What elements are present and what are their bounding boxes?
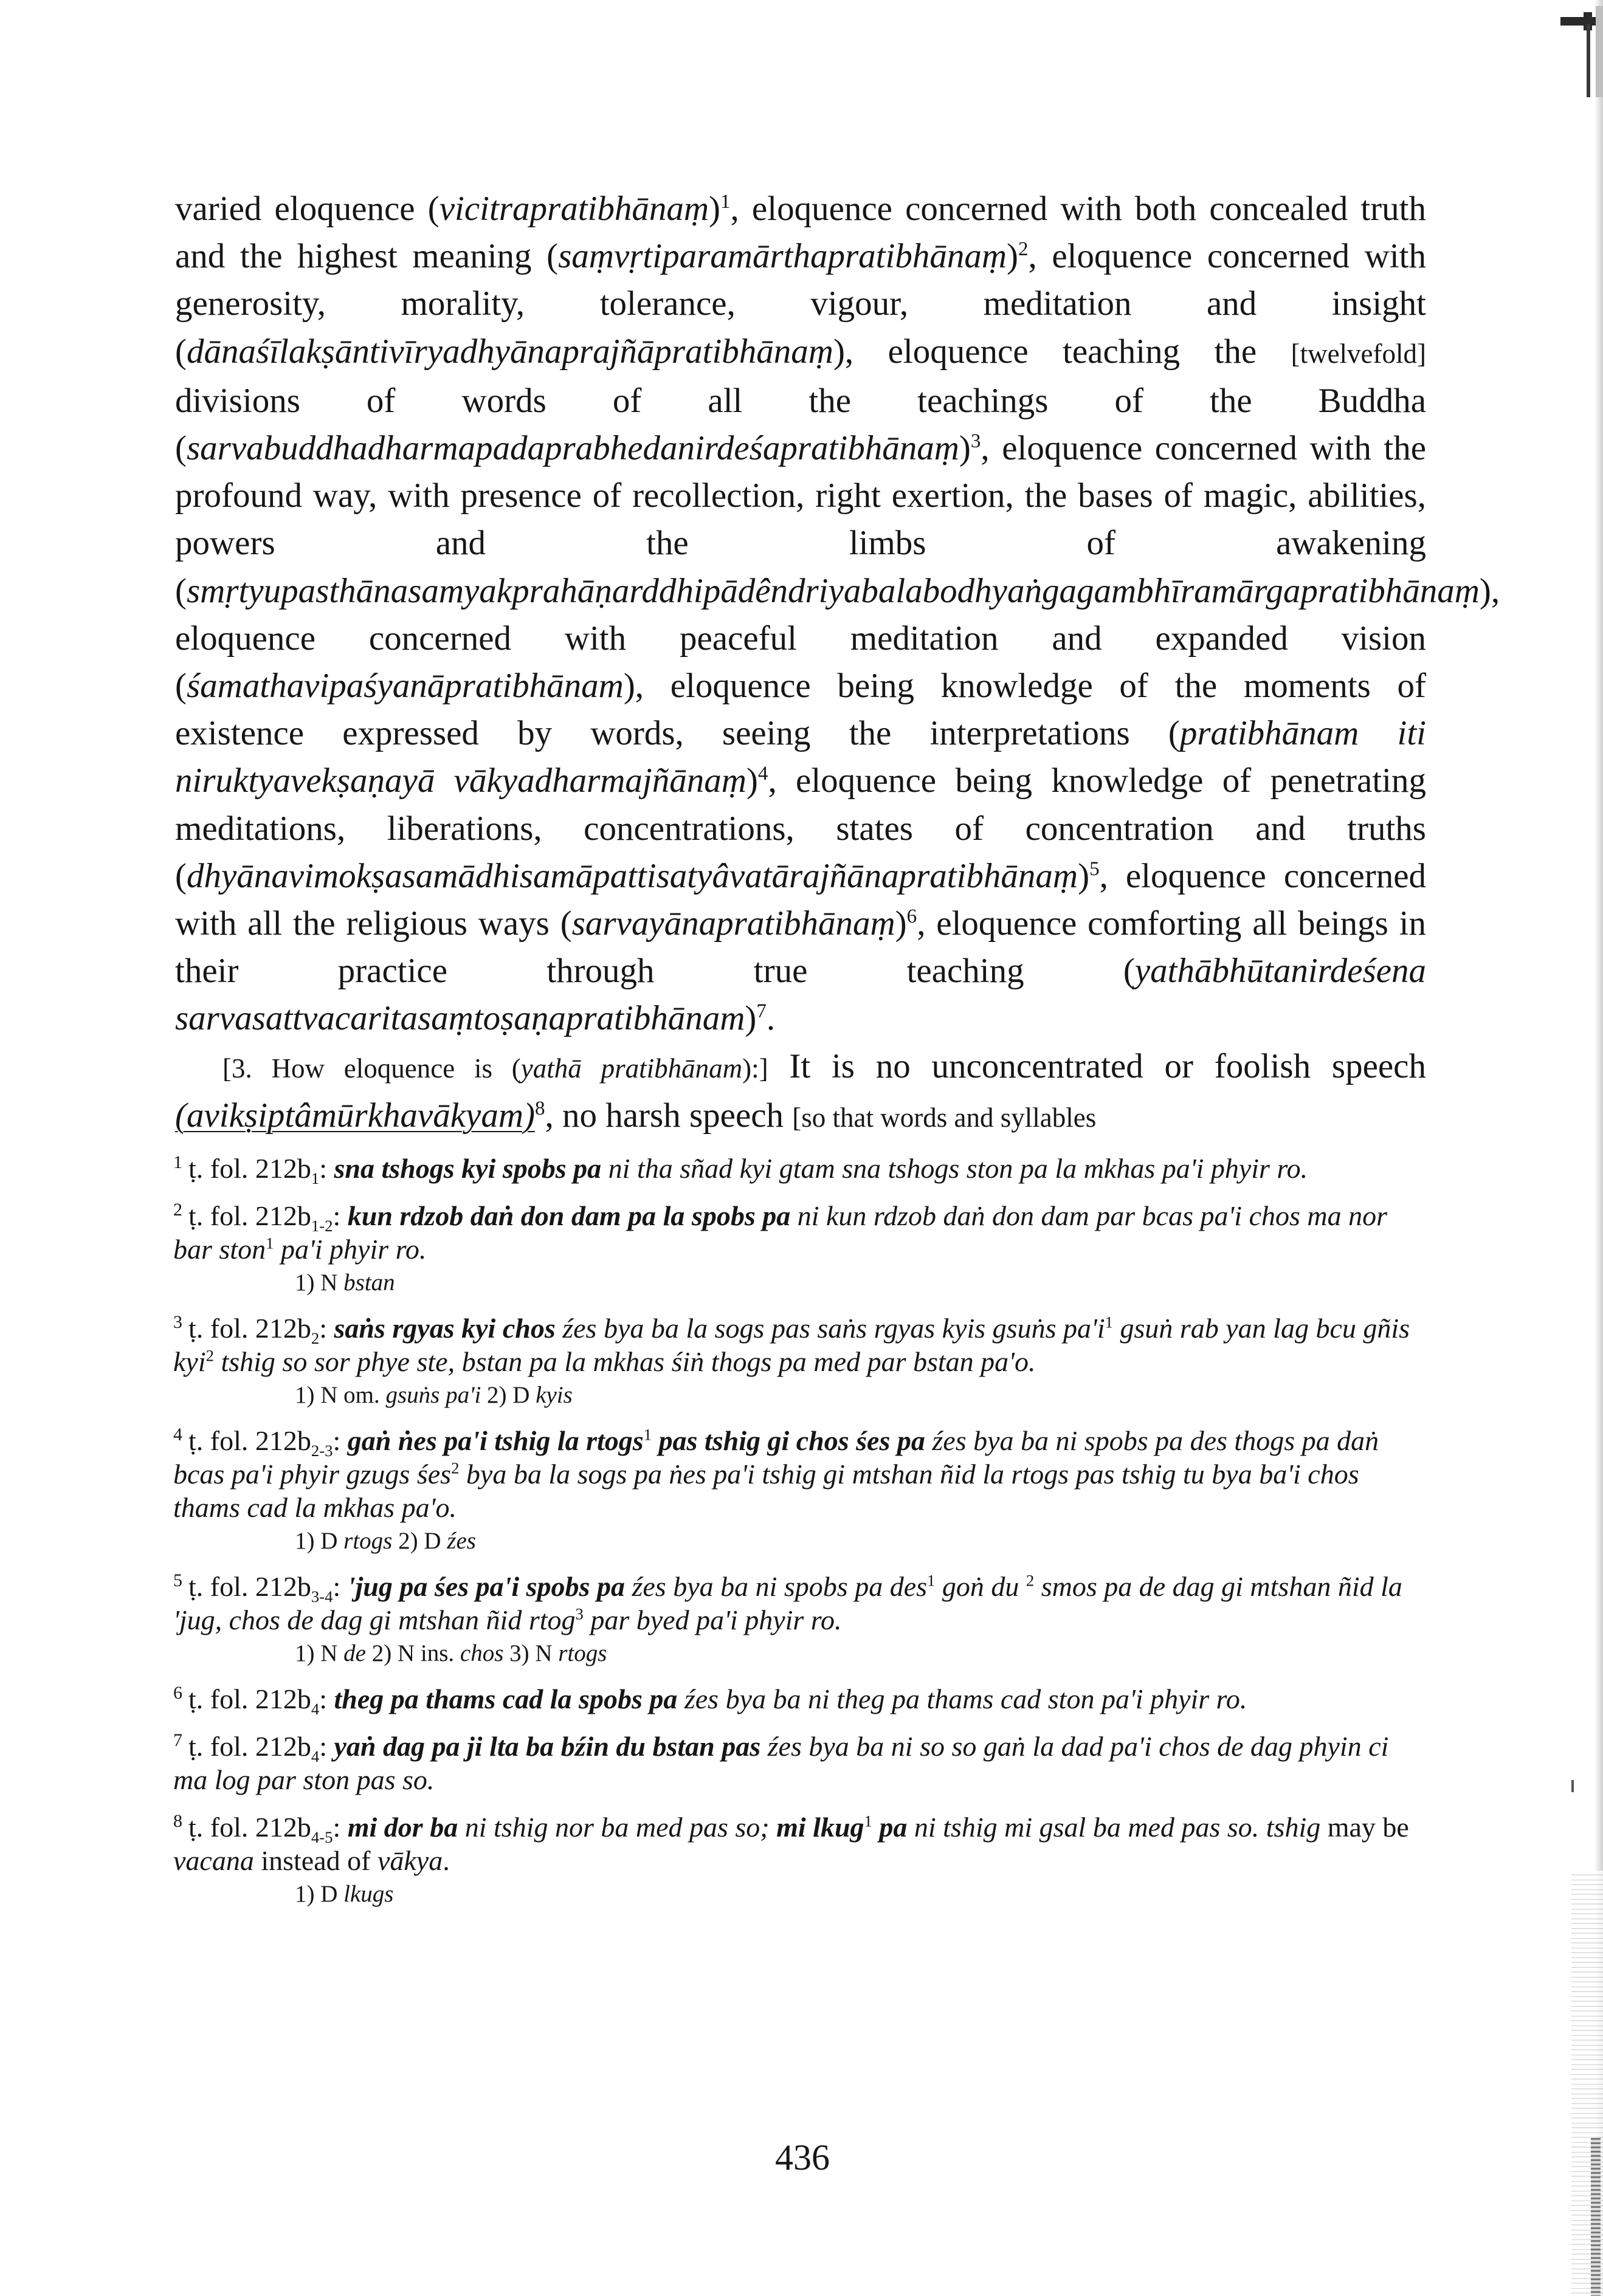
- footnote-ref: 5: [1089, 858, 1100, 880]
- variant-readings: 1) N bstan: [295, 1270, 395, 1296]
- variant-readings: 1) D lkugs: [295, 1881, 394, 1907]
- footnote-8: $^8$ ṭ. fol. $212b_{4-5}$: mi dor ba ni tshig nor ba med pas so; mi lkug$^1$ pa ni tshig mi gsal ba med pas so. tshig may be vacana instead of vākya. 1) D lkugs: [173, 1810, 1427, 1909]
- footnote-ref: 2: [1018, 238, 1029, 261]
- footnote-ref: 3: [970, 430, 981, 453]
- section-heading: [3. How eloquence is (yathā pratibhānam):]: [222, 1053, 768, 1084]
- variant-readings: 1) N de 2) N ins. chos 3) N rtogs: [295, 1640, 607, 1666]
- footnote-4: $^4$ ṭ. fol. $212b_{2-3}$: gaṅ ṅes pa'i tshig la rtogs$^1$ pas tshig gi chos śes pa źes bya ba ni spobs pa des thogs pa daṅ bcas pa'i phyir gzugs śes$^2$ bya ba la sogs pa ṅes pa'i tshig gi mtshan ñid la rtogs pas tshig tu bya ba'i chos thams cad la mkhas pa'o. 1) D rtogs 2) D źes: [173, 1424, 1427, 1556]
- scan-edge-noise-dark: [1591, 2138, 1601, 2296]
- footnote-5: $^5$ ṭ. fol. $212b_{3-4}$: 'jug pa śes pa'i spobs pa źes bya ba ni spobs pa des$^1$ goṅ du $^2$ smos pa de dag gi mtshan ñid la 'jug, chos de dag gi mtshan ñid rtog$^3$ par byed pa'i phyir ro. 1) N de 2) N ins. chos 3) N rtogs: [173, 1570, 1427, 1668]
- paragraph-2: [3. How eloquence is (yathā pratibhānam):] It is no unconcentrated or foolish speech (avikṣiptâmūrkhavākyam)$^8$, no harsh speech [so that words and syllables: [175, 1047, 1426, 1135]
- footnote-ref: 8: [534, 1097, 545, 1119]
- footnotes: [173, 1152, 1427, 1923]
- footnote-ref: 6: [906, 906, 917, 928]
- variant-readings: 1) N om. gsuṅs pa'i 2) D kyis: [295, 1382, 573, 1408]
- footnote-1: $^1$ ṭ. fol. $212b_1$: sna tshogs kyi spobs pa ni tha sñad kyi gtam sna tshogs ston pa la mkhas pa'i phyir ro.: [173, 1152, 1308, 1188]
- paragraph-1: varied eloquence (vicitrapratibhānaṃ)$^1$, eloquence concerned with both concealed truth and the highest meaning (saṃvṛtiparamārthapratibhānaṃ)$^2$, eloquence concerned with generosity, morality, tolerance, vigour, meditation and insight (dānaśīlakṣāntivīryadhyānaprajñāpratibhānaṃ), eloquence teaching the [twelvefold] divisions of words of all the teachings of the Buddha (sarvabuddhadharmapadaprabhedanirdeśapratibhānaṃ)$^3$, eloquence concerned with the profound way, with presence of recollection, right exertion, the bases of magic, abilities, powers and the limbs of awakening (smṛtyupasthānasamyakprahāṇarddhipādêndriyabalabodhyaṅgagambhīramārgapratibhānaṃ), eloquence concerned with peaceful meditation and expanded vision (śamathavipaśyanāpratibhānam), eloquence being knowledge of the moments of existence expressed by words, seeing the interpretations (pratibhānam iti niruktyavekṣaṇayā vākyadharmajñānaṃ)$^4$, eloquence being knowledge of penetrating meditations, liberations, concentrations, states of concentration and truths (dhyānavimokṣasamādhisamāpattisatyâvatārajñānapratibhānaṃ)$^5$, eloquence concerned with all the religious ways (sarvayānapratibhānaṃ)$^6$, eloquence comforting all beings in their practice through true teaching (yathābhūtanirdeśena sarvasattvacaritasaṃtoṣaṇapratibhānam)$^7$.: [175, 190, 1500, 1038]
- variant-readings: 1) D rtogs 2) D źes: [295, 1528, 476, 1554]
- scan-mark: [1571, 1780, 1574, 1792]
- footnote-ref: 4: [757, 763, 768, 785]
- main-text: [175, 185, 1500, 1141]
- footnote-3: $^3$ ṭ. fol. $212b_2$: saṅs rgyas kyi chos źes bya ba la sogs pas saṅs rgyas kyis gsuṅs $pa'i^1$ gsuṅ rab yan lag bcu gñis kyi$^2$ tshig so sor phye ste, bstan pa la mkhas śiṅ thogs pa med par bstan pa'o. 1) N om. gsuṅs pa'i 2) D kyis: [173, 1311, 1427, 1410]
- footnote-6: $^6$ ṭ. fol. $212b_4$: theg pa thams cad la spobs pa źes bya ba ni theg pa thams cad ston pa'i phyir ro.: [173, 1682, 1247, 1719]
- scan-corner-mark: [1560, 6, 1603, 97]
- footnote-ref: 7: [756, 1000, 767, 1023]
- footnote-ref: 1: [720, 191, 731, 213]
- footnote-7: $^7$ ṭ. fol. $212b_4$: yaṅ dag pa ji lta ba bźin du bstan pas źes bya ba ni so so gaṅ la dad pa'i chos de dag phyin ci ma log par ston pas so.: [173, 1730, 1389, 1795]
- footnote-2: $^2$ ṭ. fol. $212b_{1-2}$: kun rdzob daṅ don dam pa la spobs pa ni kun rdzob daṅ don dam par bcas pa'i chos ma nor bar ston$^1$ pa'i phyir ro. 1) N bstan: [173, 1199, 1427, 1298]
- page-number: 436: [775, 2137, 830, 2177]
